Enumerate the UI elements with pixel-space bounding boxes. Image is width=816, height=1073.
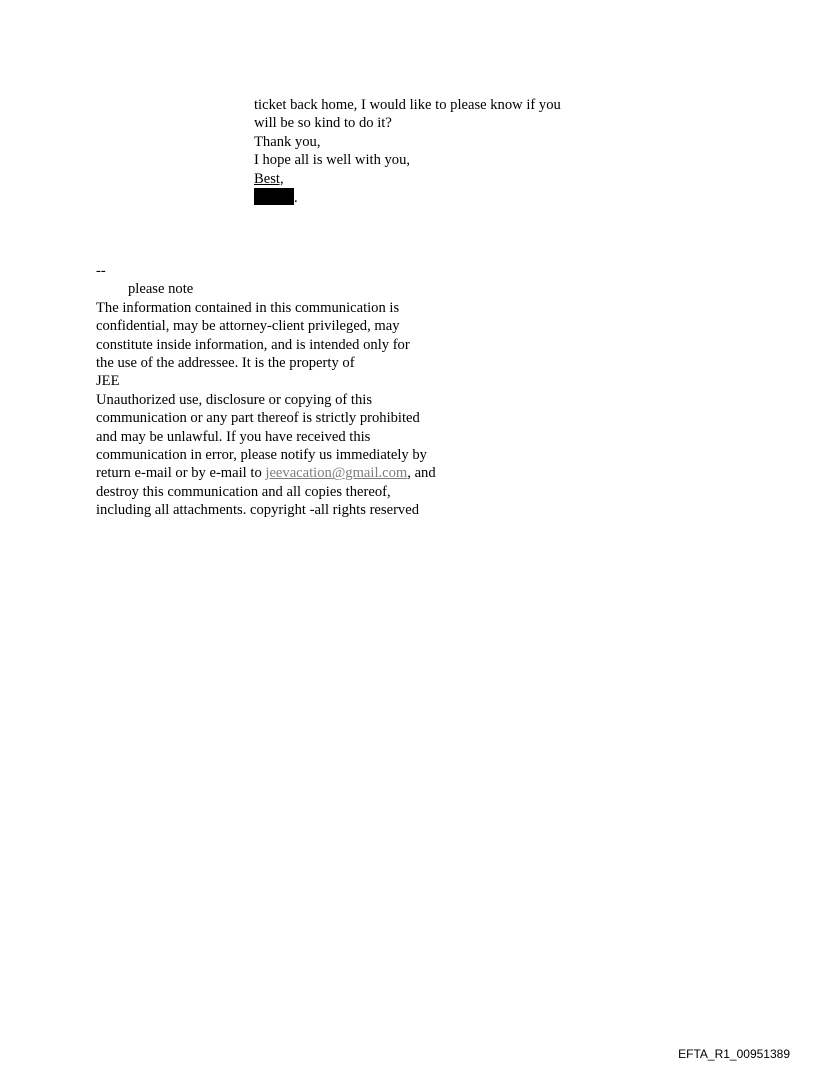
disclaimer-line: the use of the addressee. It is the property of [96, 355, 355, 372]
disclaimer-line: confidential, may be attorney-client privileged, may [96, 318, 400, 335]
disclaimer-line: destroy this communication and all copies thereof, [96, 483, 391, 500]
signature-period: . [294, 190, 298, 207]
disclaimer-line: including all attachments. copyright -all rights reserved [96, 502, 419, 519]
message-line: I hope all is well with you, [254, 152, 411, 169]
disclaimer-line: JEE [96, 373, 120, 390]
redaction-box [254, 188, 294, 205]
signoff-text: Best, [254, 170, 284, 187]
disclaimer-line: Unauthorized use, disclosure or copying of this [96, 391, 373, 408]
disclaimer-line: communication or any part thereof is strictly prohibited [96, 410, 420, 427]
disclaimer-line: communication in error, please notify us immediately by [96, 447, 427, 464]
email-suffix: , and [407, 465, 436, 482]
email-prefix: return e-mail or by e-mail to [96, 465, 266, 482]
disclaimer-line: The information contained in this communication is [96, 299, 400, 316]
message-line: will be so kind to do it? [254, 115, 392, 132]
message-body [254, 96, 561, 207]
email-link[interactable]: jeevacation@gmail.com [265, 465, 408, 482]
confidentiality-footer [96, 262, 436, 520]
disclaimer-email-line [96, 464, 436, 482]
note-heading: please note [128, 281, 194, 298]
signature-separator: -- [96, 263, 106, 279]
disclaimer-line: constitute inside information, and is intended only for [96, 336, 410, 353]
message-line: Thank you, [254, 133, 321, 150]
signature-line [254, 188, 561, 207]
message-line: ticket back home, I would like to please know if you [254, 97, 561, 113]
signoff-line [254, 170, 561, 188]
disclaimer-line: and may be unlawful. If you have received this [96, 428, 371, 445]
bates-number: EFTA_R1_00951389 [678, 1047, 790, 1061]
